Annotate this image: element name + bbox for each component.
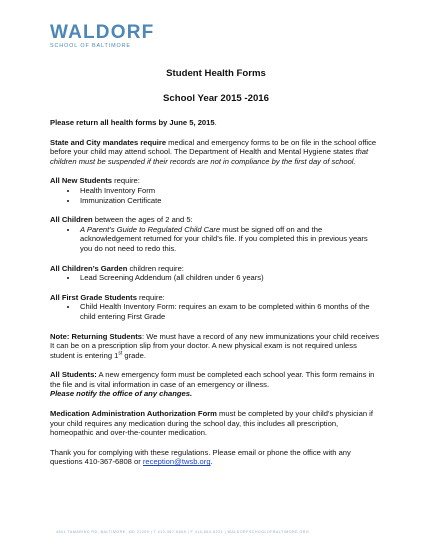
school-logo: [50, 24, 154, 49]
all-children-lead: All Children: [50, 215, 93, 225]
first-grade-list: [50, 302, 382, 321]
mandate-italic: that children must be suspended if their records are not in compliance by the first day of school.: [50, 147, 369, 166]
logo-wordmark: WALDORF: [50, 22, 155, 43]
mandate-text: medical and emergency forms to be on file in the school office before your child may attend school. The Department of Health and Mental Hygiene states: [50, 137, 377, 157]
all-students-text: A new emergency form must be completed each school year. This form remains in the file and is vital information in case of an emergency or illness.: [50, 370, 375, 389]
garden-list: [50, 273, 382, 283]
list-item: • Child Health Inventory Form: requires an exam to be completed within 6 months of the child entering First Grade: [78, 302, 382, 321]
returning-lead: Note: Returning Students: [50, 331, 142, 341]
first-grade-lead: All First Grade Students: [50, 292, 137, 302]
returning-superscript: st: [118, 350, 123, 357]
list-item: • Immunization Certificate: [78, 196, 382, 206]
list-item: • Health Inventory Form: [78, 186, 382, 196]
all-students-lead: All Students:: [50, 370, 97, 380]
return-note-text: Please return all health forms by June 5, 2015: [50, 118, 215, 127]
school-year: School Year 2015 -2016: [163, 93, 269, 104]
returning-text-end: grade.: [122, 350, 146, 360]
new-students-text: require:: [112, 176, 140, 186]
medication-paragraph: [50, 409, 382, 438]
mandate-paragraph: [50, 138, 382, 167]
document-body: [50, 68, 382, 467]
medication-lead: Medication Administration Authorization Form: [50, 409, 217, 419]
garden-lead: All Children’s Garden: [50, 263, 128, 273]
all-students-paragraph: [50, 370, 382, 399]
new-students-heading: [50, 176, 382, 186]
mandate-lead: State and City mandates require: [50, 137, 167, 147]
garden-text: children require:: [127, 263, 184, 273]
returning-text: : We must have a record of any new immunizations your child receives It can be on a prescription slip from your doctor. A new physical exam is not required unless student is entering 1: [50, 331, 380, 360]
document-title: Student Health Forms: [166, 68, 266, 79]
returning-students-paragraph: [50, 332, 382, 361]
all-children-heading: [50, 215, 382, 225]
notify-office-note: Please notify the office of any changes.: [50, 389, 193, 399]
all-children-list: [50, 225, 382, 254]
garden-heading: [50, 264, 382, 274]
new-students-list: [50, 186, 382, 205]
footer-address: 4801 TAMARIND RD, BALTIMORE, MD 21209 | T 410-367-6808 | F 410-664-6221 | WALDORFSCHOOLOFBALTIMORE.ORG: [56, 530, 310, 534]
new-students-lead: All New Students: [50, 176, 113, 186]
return-note: Please return all health forms by June 5, 2015.: [50, 118, 217, 127]
closing-end: .: [210, 457, 213, 467]
first-grade-heading: [50, 293, 382, 303]
first-grade-text: require:: [136, 292, 165, 302]
email-link[interactable]: reception@twsb.org: [142, 457, 211, 467]
closing-paragraph: [50, 448, 382, 467]
parent-guide-text: must be signed off on and the acknowledgement returned for your child’s file. If you completed this in previous years you do not need to redo this.: [80, 224, 368, 253]
list-item: • Lead Screening Addendum (all children under 6 years): [78, 273, 382, 283]
list-item: [78, 225, 382, 254]
medication-text: must be completed by your child’s physician if your child requires any medication during the school day, this includes all prescription, homeopathic and over-the-counter medication.: [50, 409, 373, 438]
closing-text: Thank you for complying with these regulations. Please email or phone the office with any questions 410-367-6808 or: [50, 447, 351, 467]
all-children-text: between the ages of 2 and 5:: [92, 215, 193, 225]
parent-guide-title: A Parent’s Guide to Regulated Child Care: [80, 224, 221, 234]
logo-subtitle: SCHOOL OF BALTIMORE: [50, 43, 131, 49]
